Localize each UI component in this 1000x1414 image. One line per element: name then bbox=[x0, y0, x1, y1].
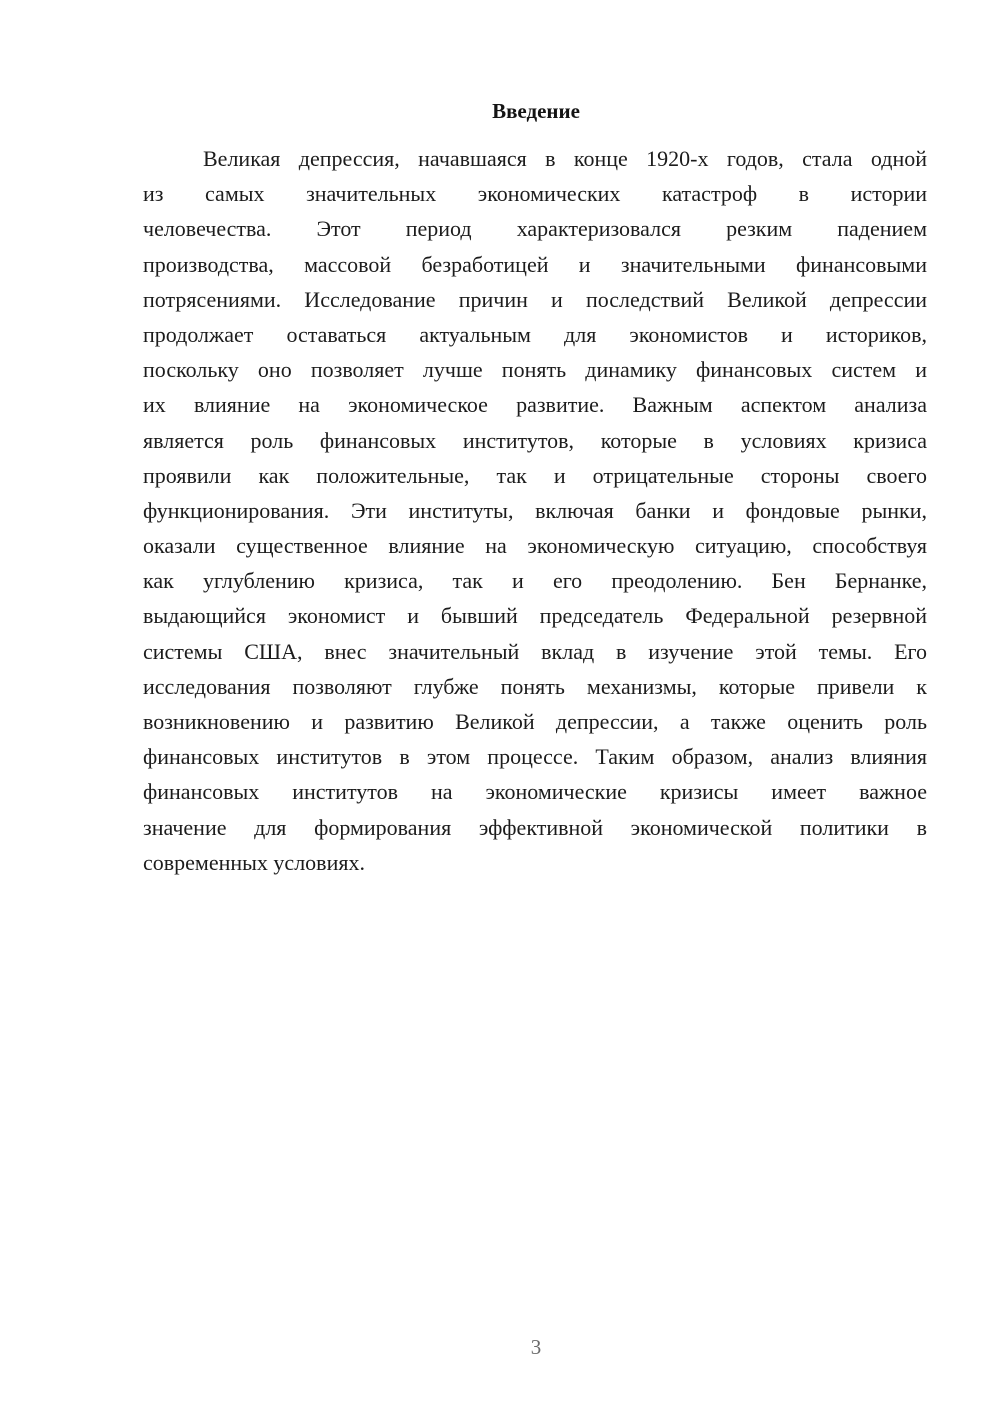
paragraph-line: их влияние на экономическое развитие. Важным аспектом анализа bbox=[143, 392, 927, 418]
paragraph-line: оказали существенное влияние на экономическую ситуацию, способствуя bbox=[143, 533, 927, 559]
paragraph-line: проявили как положительные, так и отрицательные стороны своего bbox=[143, 462, 927, 488]
paragraph-line: является роль финансовых институтов, которые в условиях кризиса bbox=[143, 427, 927, 453]
paragraph-line: выдающийся экономист и бывший председатель Федеральной резервной bbox=[143, 603, 927, 629]
paragraph-line: системы США, внес значительный вклад в изучение этой темы. Его bbox=[143, 638, 927, 664]
paragraph-line: финансовых институтов в этом процессе. Таким образом, анализ влияния bbox=[143, 744, 927, 770]
paragraph-line: человечества. Этот период характеризовался резким падением bbox=[143, 216, 927, 242]
paragraph-line: исследования позволяют глубже понять механизмы, которые привели к bbox=[143, 673, 927, 699]
paragraph-line: из самых значительных экономических катастроф в истории bbox=[143, 181, 927, 207]
paragraph-line: продолжает оставаться актуальным для экономистов и историков, bbox=[143, 321, 927, 347]
body-paragraph bbox=[143, 141, 927, 880]
paragraph-line: потрясениями. Исследование причин и последствий Великой депрессии bbox=[143, 286, 927, 312]
paragraph-line: финансовых институтов на экономические кризисы имеет важное bbox=[143, 779, 927, 805]
paragraph-line: современных условиях. bbox=[143, 849, 365, 875]
paragraph-line: значение для формирования эффективной экономической политики в bbox=[143, 814, 927, 840]
paragraph-line: поскольку оно позволяет лучше понять динамику финансовых систем и bbox=[143, 357, 927, 383]
paragraph-line: функционирования. Эти институты, включая банки и фондовые рынки, bbox=[143, 497, 927, 523]
paragraph-line: как углублению кризиса, так и его преодолению. Бен Бернанке, bbox=[143, 568, 927, 594]
page-title: Введение bbox=[492, 99, 580, 123]
paragraph-line: возникновению и развитию Великой депрессии, а также оценить роль bbox=[143, 709, 927, 734]
paragraph-line: Великая депрессия, начавшаяся в конце 1920-х годов, стала одной bbox=[203, 146, 927, 171]
paragraph-line: производства, массовой безработицей и значительными финансовыми bbox=[143, 251, 927, 277]
page-number: 3 bbox=[530, 1335, 542, 1359]
